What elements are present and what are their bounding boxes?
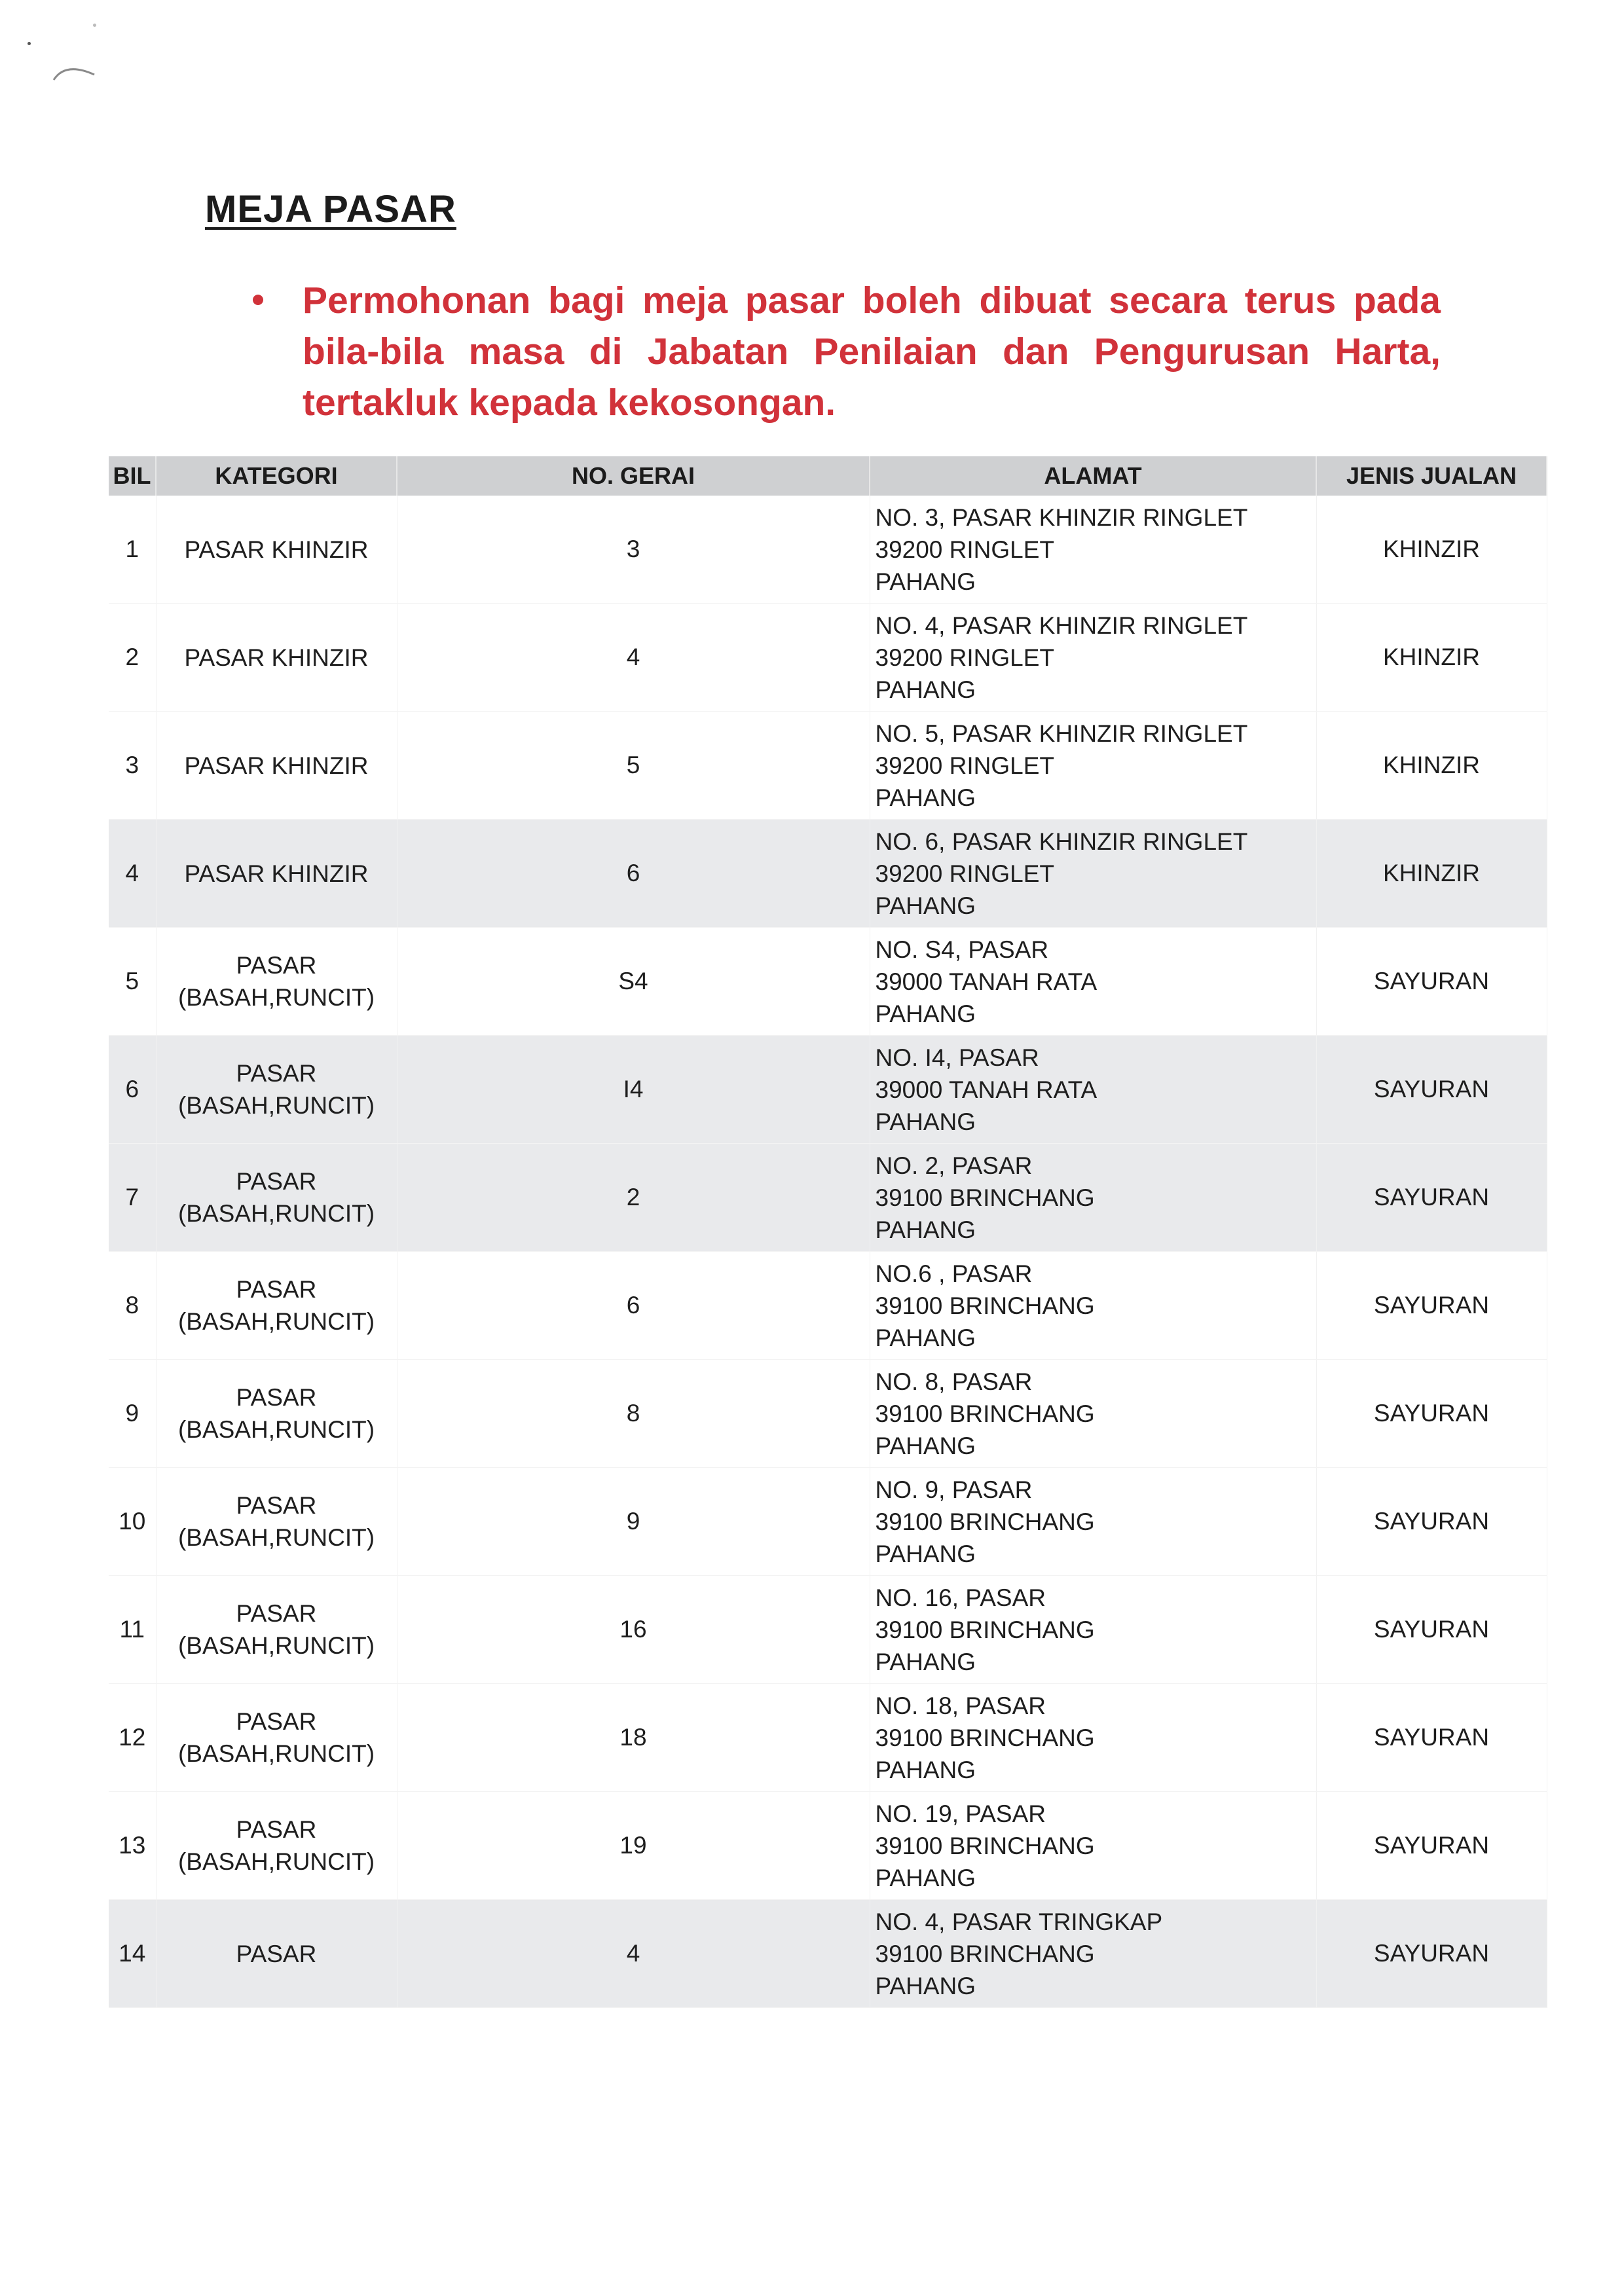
cell-alamat xyxy=(870,820,1316,928)
cell-bil: 10 xyxy=(109,1468,156,1576)
alamat-line: PAHANG xyxy=(875,676,976,703)
cell-kategori xyxy=(156,928,397,1036)
alamat-line: 39100 BRINCHANG xyxy=(875,1724,1095,1751)
kategori-line: PASAR KHINZIR xyxy=(184,860,369,887)
alamat-line: PAHANG xyxy=(875,1324,976,1351)
cell-bil: 5 xyxy=(109,928,156,1036)
kategori-line: (BASAH,RUNCIT) xyxy=(177,1740,375,1767)
alamat-line: NO. I4, PASAR xyxy=(875,1044,1039,1071)
alamat-line: PAHANG xyxy=(875,1216,976,1243)
cell-bil: 1 xyxy=(109,496,156,604)
cell-jenis-jualan: SAYURAN xyxy=(1316,1684,1547,1792)
kategori-line: PASAR xyxy=(236,1276,317,1303)
cell-no-gerai: 5 xyxy=(397,712,870,820)
cell-bil: 2 xyxy=(109,604,156,712)
table-row xyxy=(109,1252,1547,1360)
alamat-line: 39100 BRINCHANG xyxy=(875,1400,1095,1427)
cell-no-gerai: 18 xyxy=(397,1684,870,1792)
alamat-line: NO. 4, PASAR KHINZIR RINGLET xyxy=(875,611,1248,639)
table-row xyxy=(109,1468,1547,1576)
kategori-line: PASAR KHINZIR xyxy=(184,752,369,779)
cell-bil: 14 xyxy=(109,1900,156,2008)
alamat-line: PAHANG xyxy=(875,784,976,811)
alamat-line: PAHANG xyxy=(875,892,976,919)
cell-kategori xyxy=(156,1144,397,1252)
kategori-line: PASAR xyxy=(236,1060,317,1087)
alamat-line: NO. 8, PASAR xyxy=(875,1368,1033,1395)
cell-kategori xyxy=(156,1684,397,1792)
cell-jenis-jualan: KHINZIR xyxy=(1316,820,1547,928)
cell-no-gerai: 4 xyxy=(397,604,870,712)
kategori-line: (BASAH,RUNCIT) xyxy=(177,1848,375,1875)
cell-bil: 8 xyxy=(109,1252,156,1360)
cell-alamat xyxy=(870,1576,1316,1684)
alamat-line: 39200 RINGLET xyxy=(875,752,1055,779)
cell-kategori xyxy=(156,820,397,928)
alamat-line: PAHANG xyxy=(875,1756,976,1783)
alamat-line: PAHANG xyxy=(875,568,976,595)
alamat-line: PAHANG xyxy=(875,1432,976,1459)
cell-no-gerai: 19 xyxy=(397,1792,870,1900)
table-row xyxy=(109,712,1547,820)
cell-no-gerai: I4 xyxy=(397,1036,870,1144)
header-bil: BIL xyxy=(109,456,156,496)
cell-bil: 4 xyxy=(109,820,156,928)
cell-kategori xyxy=(156,1036,397,1144)
kategori-line: (BASAH,RUNCIT) xyxy=(177,1416,375,1443)
alamat-line: 39100 BRINCHANG xyxy=(875,1184,1095,1211)
cell-jenis-jualan: SAYURAN xyxy=(1316,1036,1547,1144)
kategori-line: (BASAH,RUNCIT) xyxy=(177,1524,375,1551)
cell-alamat xyxy=(870,1360,1316,1468)
kategori-line: PASAR xyxy=(236,1816,317,1843)
cell-alamat xyxy=(870,604,1316,712)
cell-jenis-jualan: SAYURAN xyxy=(1316,1576,1547,1684)
alamat-line: 39100 BRINCHANG xyxy=(875,1508,1095,1535)
cell-alamat xyxy=(870,1792,1316,1900)
cell-jenis-jualan: SAYURAN xyxy=(1316,1360,1547,1468)
cell-bil: 12 xyxy=(109,1684,156,1792)
kategori-line: PASAR xyxy=(236,1940,317,1967)
alamat-line: 39000 TANAH RATA xyxy=(875,1076,1098,1103)
scan-dot xyxy=(28,42,31,45)
alamat-line: 39200 RINGLET xyxy=(875,860,1055,887)
cell-no-gerai: 3 xyxy=(397,496,870,604)
cell-kategori xyxy=(156,604,397,712)
kategori-line: PASAR KHINZIR xyxy=(184,644,369,671)
alamat-line: PAHANG xyxy=(875,1648,976,1675)
table-row xyxy=(109,1576,1547,1684)
kategori-line: PASAR xyxy=(236,952,317,979)
cell-jenis-jualan: SAYURAN xyxy=(1316,1252,1547,1360)
bullet-icon xyxy=(253,295,263,305)
cell-alamat xyxy=(870,928,1316,1036)
cell-bil: 6 xyxy=(109,1036,156,1144)
cell-no-gerai: S4 xyxy=(397,928,870,1036)
cell-bil: 13 xyxy=(109,1792,156,1900)
table-row xyxy=(109,1684,1547,1792)
alamat-line: PAHANG xyxy=(875,1000,976,1027)
alamat-line: NO. 4, PASAR TRINGKAP xyxy=(875,1908,1163,1935)
header-kategori: KATEGORI xyxy=(156,456,397,496)
cell-no-gerai: 2 xyxy=(397,1144,870,1252)
kategori-line: (BASAH,RUNCIT) xyxy=(177,1092,375,1119)
cell-alamat xyxy=(870,1684,1316,1792)
alamat-line: NO. 16, PASAR xyxy=(875,1584,1046,1611)
table-row xyxy=(109,1792,1547,1900)
scan-dot xyxy=(93,24,96,27)
cell-jenis-jualan: SAYURAN xyxy=(1316,1900,1547,2008)
cell-alamat xyxy=(870,1900,1316,2008)
cell-kategori xyxy=(156,496,397,604)
cell-jenis-jualan: SAYURAN xyxy=(1316,928,1547,1036)
cell-jenis-jualan: KHINZIR xyxy=(1316,496,1547,604)
kategori-line: PASAR KHINZIR xyxy=(184,536,369,563)
table-body xyxy=(109,496,1547,2008)
kategori-line: PASAR xyxy=(236,1492,317,1519)
kategori-line: PASAR xyxy=(236,1384,317,1411)
kategori-line: PASAR xyxy=(236,1168,317,1195)
kategori-line: PASAR xyxy=(236,1600,317,1627)
alamat-line: NO.6 , PASAR xyxy=(875,1260,1033,1287)
notice-text: Permohonan bagi meja pasar boleh dibuat secara terus pada bila-bila masa di Jabatan Penilaian dan Pengurusan Harta, tertakluk kepada kekosongan. xyxy=(303,280,1441,424)
kategori-line: PASAR xyxy=(236,1708,317,1735)
header-no-gerai: NO. GERAI xyxy=(397,456,870,496)
notice-item xyxy=(249,275,1441,428)
cell-no-gerai: 6 xyxy=(397,1252,870,1360)
cell-alamat xyxy=(870,1252,1316,1360)
alamat-line: 39100 BRINCHANG xyxy=(875,1940,1095,1967)
cell-jenis-jualan: SAYURAN xyxy=(1316,1468,1547,1576)
kategori-line: (BASAH,RUNCIT) xyxy=(177,1308,375,1335)
alamat-line: NO. 2, PASAR xyxy=(875,1152,1033,1179)
table-row xyxy=(109,1900,1547,2008)
cell-kategori xyxy=(156,1900,397,2008)
notice-list xyxy=(249,275,1441,428)
cell-jenis-jualan: SAYURAN xyxy=(1316,1792,1547,1900)
cell-alamat xyxy=(870,712,1316,820)
cell-alamat xyxy=(870,496,1316,604)
table-row xyxy=(109,820,1547,928)
cell-bil: 3 xyxy=(109,712,156,820)
alamat-line: 39000 TANAH RATA xyxy=(875,968,1098,995)
page-title: MEJA PASAR xyxy=(205,188,456,230)
cell-no-gerai: 16 xyxy=(397,1576,870,1684)
alamat-line: PAHANG xyxy=(875,1540,976,1567)
cell-kategori xyxy=(156,1360,397,1468)
alamat-line: NO. 19, PASAR xyxy=(875,1800,1046,1827)
alamat-line: PAHANG xyxy=(875,1972,976,1999)
table-row xyxy=(109,928,1547,1036)
cell-kategori xyxy=(156,1576,397,1684)
alamat-line: 39100 BRINCHANG xyxy=(875,1616,1095,1643)
cell-alamat xyxy=(870,1468,1316,1576)
kategori-line: (BASAH,RUNCIT) xyxy=(177,1632,375,1659)
scan-artifact xyxy=(51,58,98,84)
cell-kategori xyxy=(156,1468,397,1576)
cell-alamat xyxy=(870,1036,1316,1144)
cell-bil: 9 xyxy=(109,1360,156,1468)
header-jenis-jualan: JENIS JUALAN xyxy=(1316,456,1547,496)
header-alamat: ALAMAT xyxy=(870,456,1316,496)
alamat-line: NO. 6, PASAR KHINZIR RINGLET xyxy=(875,828,1248,855)
cell-alamat xyxy=(870,1144,1316,1252)
alamat-line: PAHANG xyxy=(875,1864,976,1891)
cell-no-gerai: 8 xyxy=(397,1360,870,1468)
cell-jenis-jualan: KHINZIR xyxy=(1316,712,1547,820)
table-row xyxy=(109,1144,1547,1252)
cell-jenis-jualan: KHINZIR xyxy=(1316,604,1547,712)
cell-bil: 11 xyxy=(109,1576,156,1684)
alamat-line: 39100 BRINCHANG xyxy=(875,1292,1095,1319)
cell-bil: 7 xyxy=(109,1144,156,1252)
market-table xyxy=(109,456,1547,2008)
alamat-line: NO. S4, PASAR xyxy=(875,936,1049,963)
table-row xyxy=(109,496,1547,604)
cell-no-gerai: 4 xyxy=(397,1900,870,2008)
table-header-row xyxy=(109,456,1547,496)
kategori-line: (BASAH,RUNCIT) xyxy=(177,1200,375,1227)
cell-kategori xyxy=(156,712,397,820)
cell-kategori xyxy=(156,1252,397,1360)
alamat-line: NO. 3, PASAR KHINZIR RINGLET xyxy=(875,503,1248,531)
kategori-line: (BASAH,RUNCIT) xyxy=(177,984,375,1011)
cell-no-gerai: 9 xyxy=(397,1468,870,1576)
alamat-line: 39200 RINGLET xyxy=(875,644,1055,671)
table-row xyxy=(109,1360,1547,1468)
cell-kategori xyxy=(156,1792,397,1900)
table-row xyxy=(109,1036,1547,1144)
alamat-line: PAHANG xyxy=(875,1108,976,1135)
alamat-line: 39200 RINGLET xyxy=(875,536,1055,563)
cell-no-gerai: 6 xyxy=(397,820,870,928)
alamat-line: 39100 BRINCHANG xyxy=(875,1832,1095,1859)
cell-jenis-jualan: SAYURAN xyxy=(1316,1144,1547,1252)
alamat-line: NO. 9, PASAR xyxy=(875,1476,1033,1503)
alamat-line: NO. 5, PASAR KHINZIR RINGLET xyxy=(875,720,1248,747)
table-row xyxy=(109,604,1547,712)
alamat-line: NO. 18, PASAR xyxy=(875,1692,1046,1719)
